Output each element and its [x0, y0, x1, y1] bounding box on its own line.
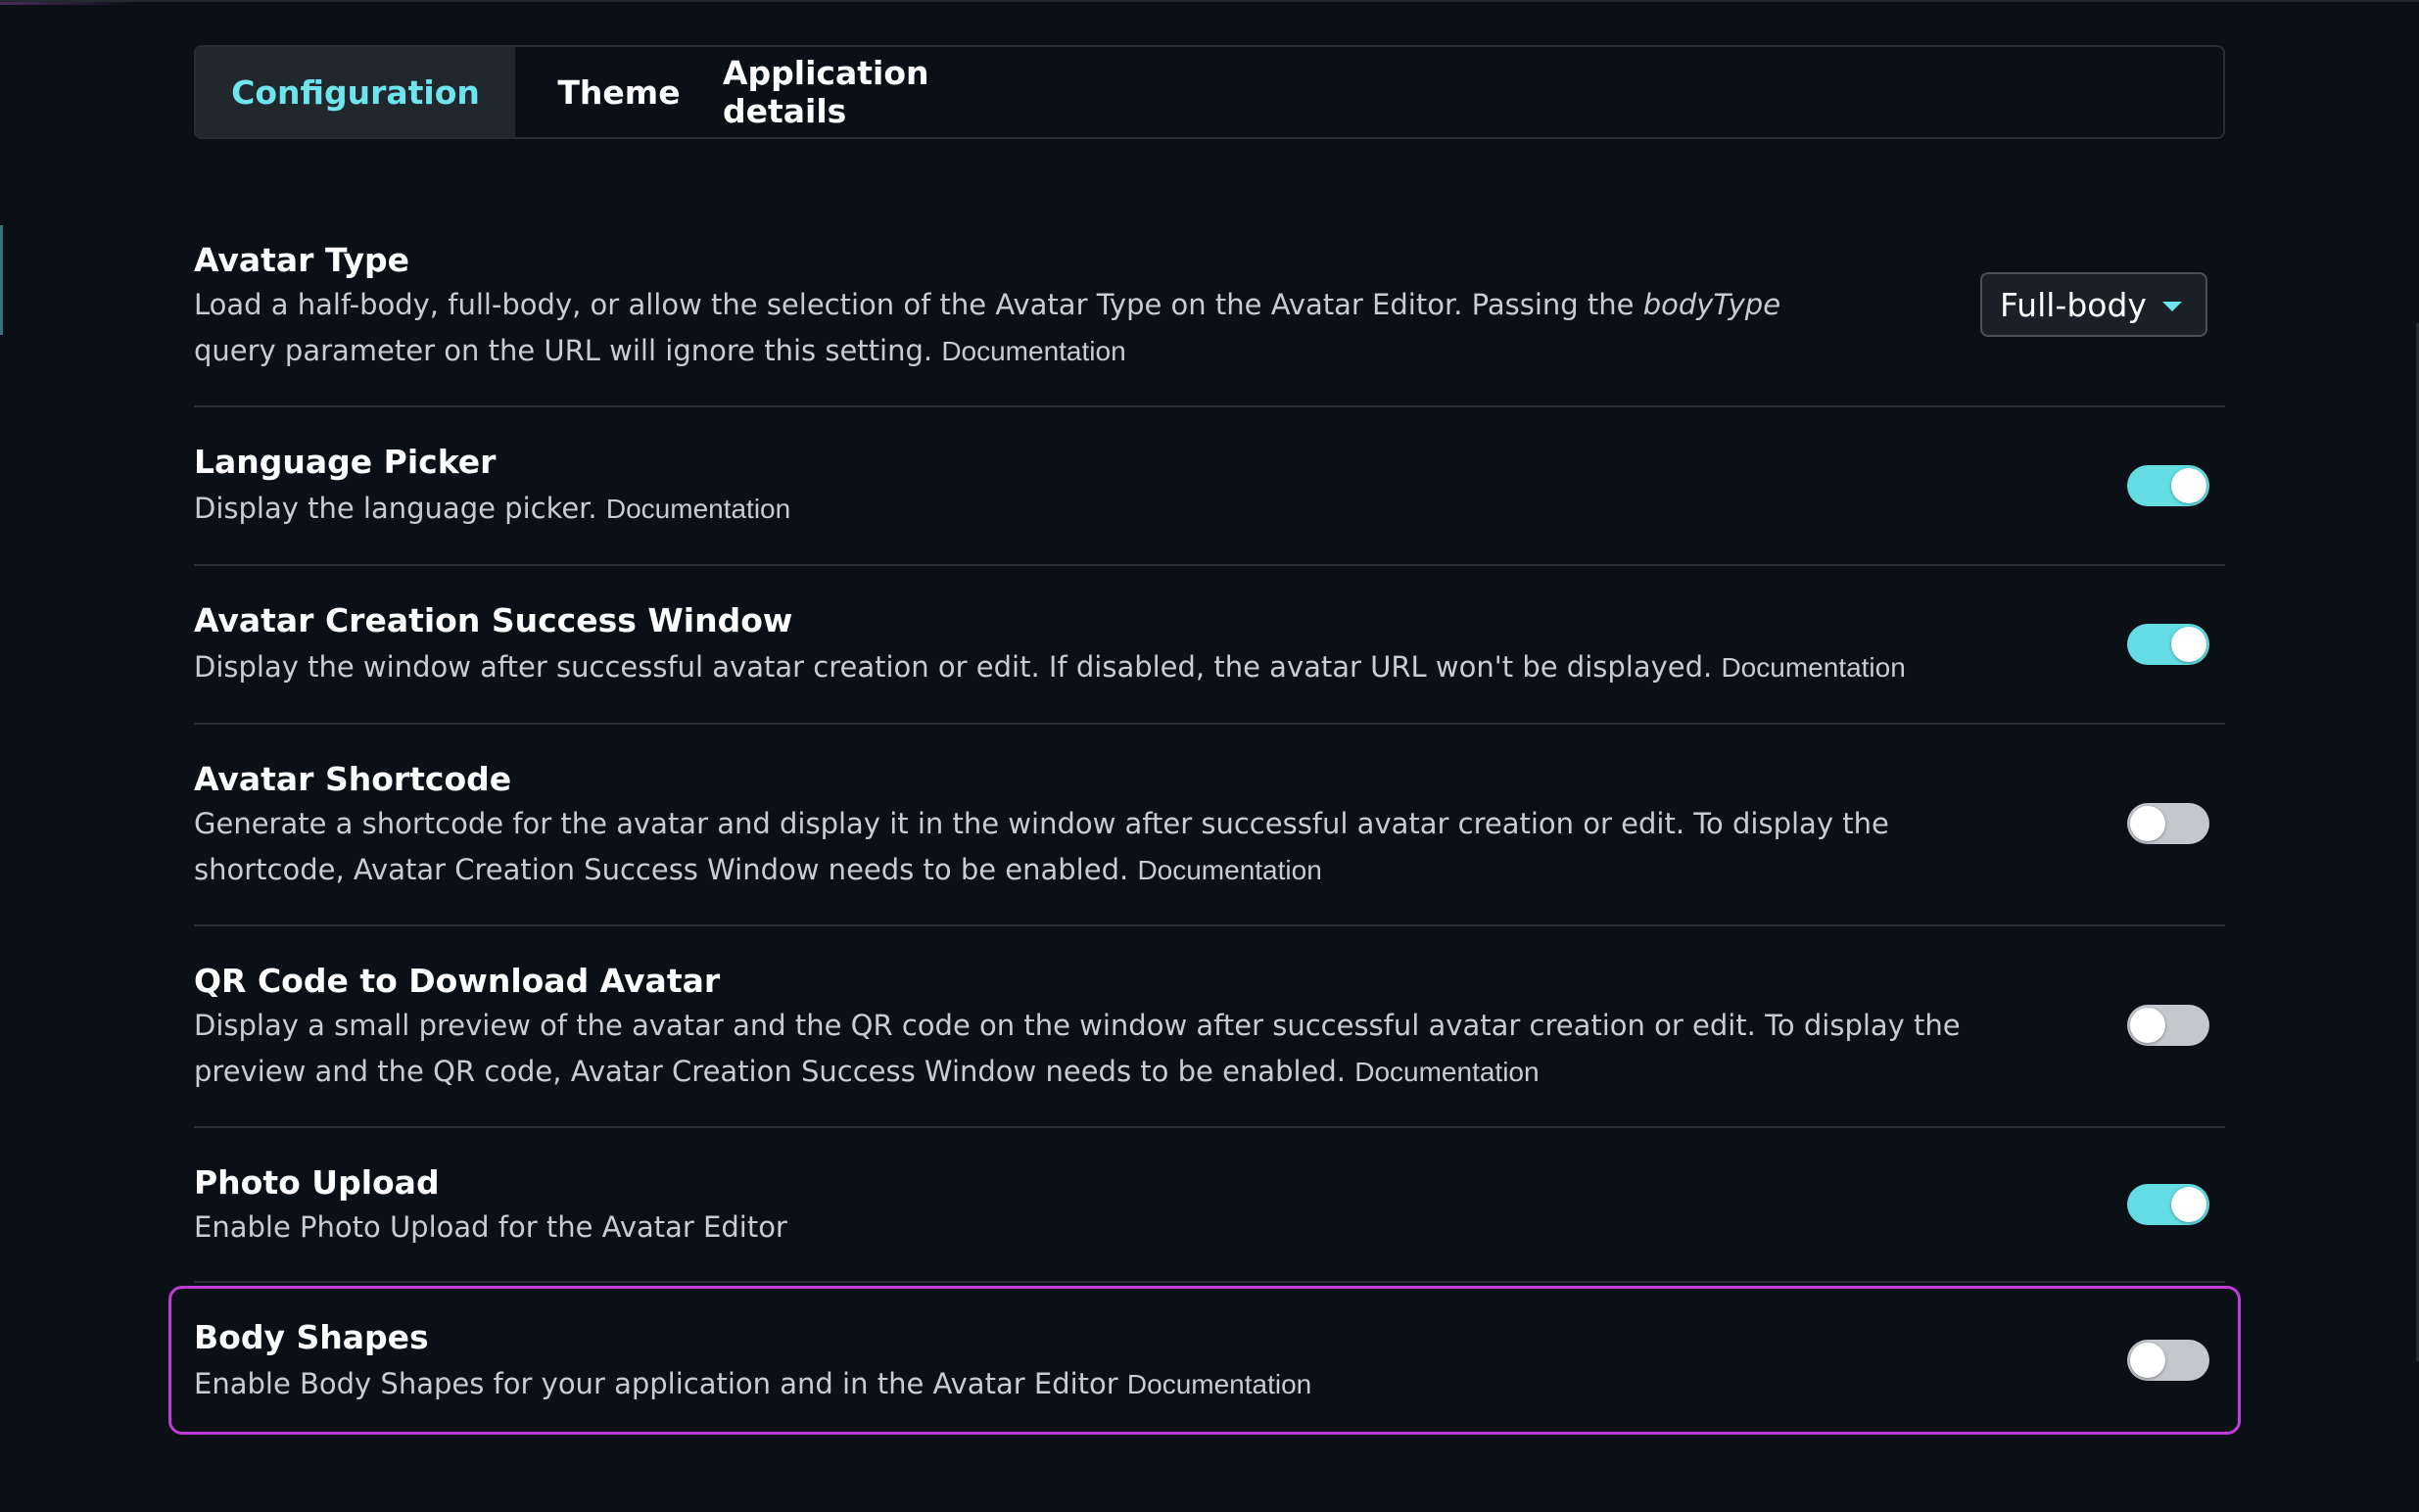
description-text: Display a small preview of the avatar and the QR code on the window after successful avatar creation or edit. To display the preview and the QR code, Avatar Creation Success Window needs to be enabled. — [194, 1009, 1961, 1088]
caret-down-icon — [2162, 302, 2182, 311]
description-text: Generate a shortcode for the avatar and display it in the window after successful avatar creation or edit. To display the shortcode, Avatar Creation Success Window needs to be enabled. — [194, 807, 1889, 886]
setting-qr-code — [194, 926, 2225, 1128]
setting-description — [194, 644, 2035, 690]
setting-title: QR Code to Download Avatar — [194, 962, 721, 1000]
toggle-knob — [2171, 1187, 2206, 1222]
avatar-shortcode-toggle[interactable] — [2127, 803, 2209, 844]
documentation-link[interactable]: Documentation — [1354, 1057, 1540, 1087]
body-type-param: bodyType — [1642, 288, 1781, 321]
setting-description — [194, 1205, 2035, 1251]
setting-title: Language Picker — [194, 443, 497, 481]
documentation-link[interactable]: Documentation — [605, 494, 791, 524]
setting-avatar-shortcode — [194, 725, 2225, 926]
description-text: query parameter on the URL will ignore this setting. — [194, 334, 942, 367]
photo-upload-toggle[interactable] — [2127, 1184, 2209, 1225]
setting-language-picker — [194, 407, 2225, 566]
toggle-knob — [2130, 1008, 2165, 1043]
toggle-knob — [2171, 627, 2206, 662]
description-text: Enable Body Shapes for your application and in the Avatar Editor — [194, 1367, 1127, 1400]
left-scroll-indicator — [0, 225, 3, 335]
documentation-link[interactable]: Documentation — [1126, 1369, 1312, 1399]
description-text: Display the language picker. — [194, 492, 606, 525]
setting-title: Avatar Type — [194, 241, 410, 279]
documentation-link[interactable]: Documentation — [1721, 652, 1906, 683]
setting-title: Photo Upload — [194, 1163, 440, 1202]
tab-application-details[interactable]: Application details — [723, 54, 929, 130]
description-text: Display the window after successful avatar creation or edit. If disabled, the avatar URL won't be displayed. — [194, 650, 1722, 684]
tab-theme[interactable]: Theme — [557, 72, 681, 112]
success-window-toggle[interactable] — [2127, 624, 2209, 665]
focus-highlight-box — [168, 1286, 2241, 1435]
tab-bar — [194, 45, 2225, 139]
toggle-knob — [2171, 468, 2206, 503]
setting-description — [194, 486, 2035, 532]
documentation-link[interactable]: Documentation — [941, 336, 1126, 366]
setting-success-window — [194, 566, 2225, 725]
setting-title: Avatar Shortcode — [194, 760, 512, 798]
setting-avatar-type — [194, 229, 2225, 407]
setting-description — [194, 801, 2016, 893]
qr-code-toggle[interactable] — [2127, 1005, 2209, 1046]
setting-description — [194, 282, 1859, 374]
setting-description — [194, 1003, 2045, 1095]
dropdown-selected-value: Full-body — [2000, 285, 2147, 324]
setting-title: Avatar Creation Success Window — [194, 601, 793, 639]
toggle-knob — [2130, 806, 2165, 841]
avatar-type-dropdown[interactable] — [1980, 272, 2207, 337]
language-picker-toggle[interactable] — [2127, 465, 2209, 506]
setting-title: Body Shapes — [194, 1318, 429, 1356]
documentation-link[interactable]: Documentation — [1137, 855, 1322, 885]
description-text: Enable Photo Upload for the Avatar Editor — [194, 1210, 787, 1244]
description-text: Load a half-body, full-body, or allow the selection of the Avatar Type on the Avatar Editor. Passing the — [194, 288, 1643, 321]
setting-photo-upload — [194, 1128, 2225, 1283]
top-glow-decoration — [0, 2, 137, 5]
tab-configuration[interactable]: Configuration — [196, 47, 515, 137]
